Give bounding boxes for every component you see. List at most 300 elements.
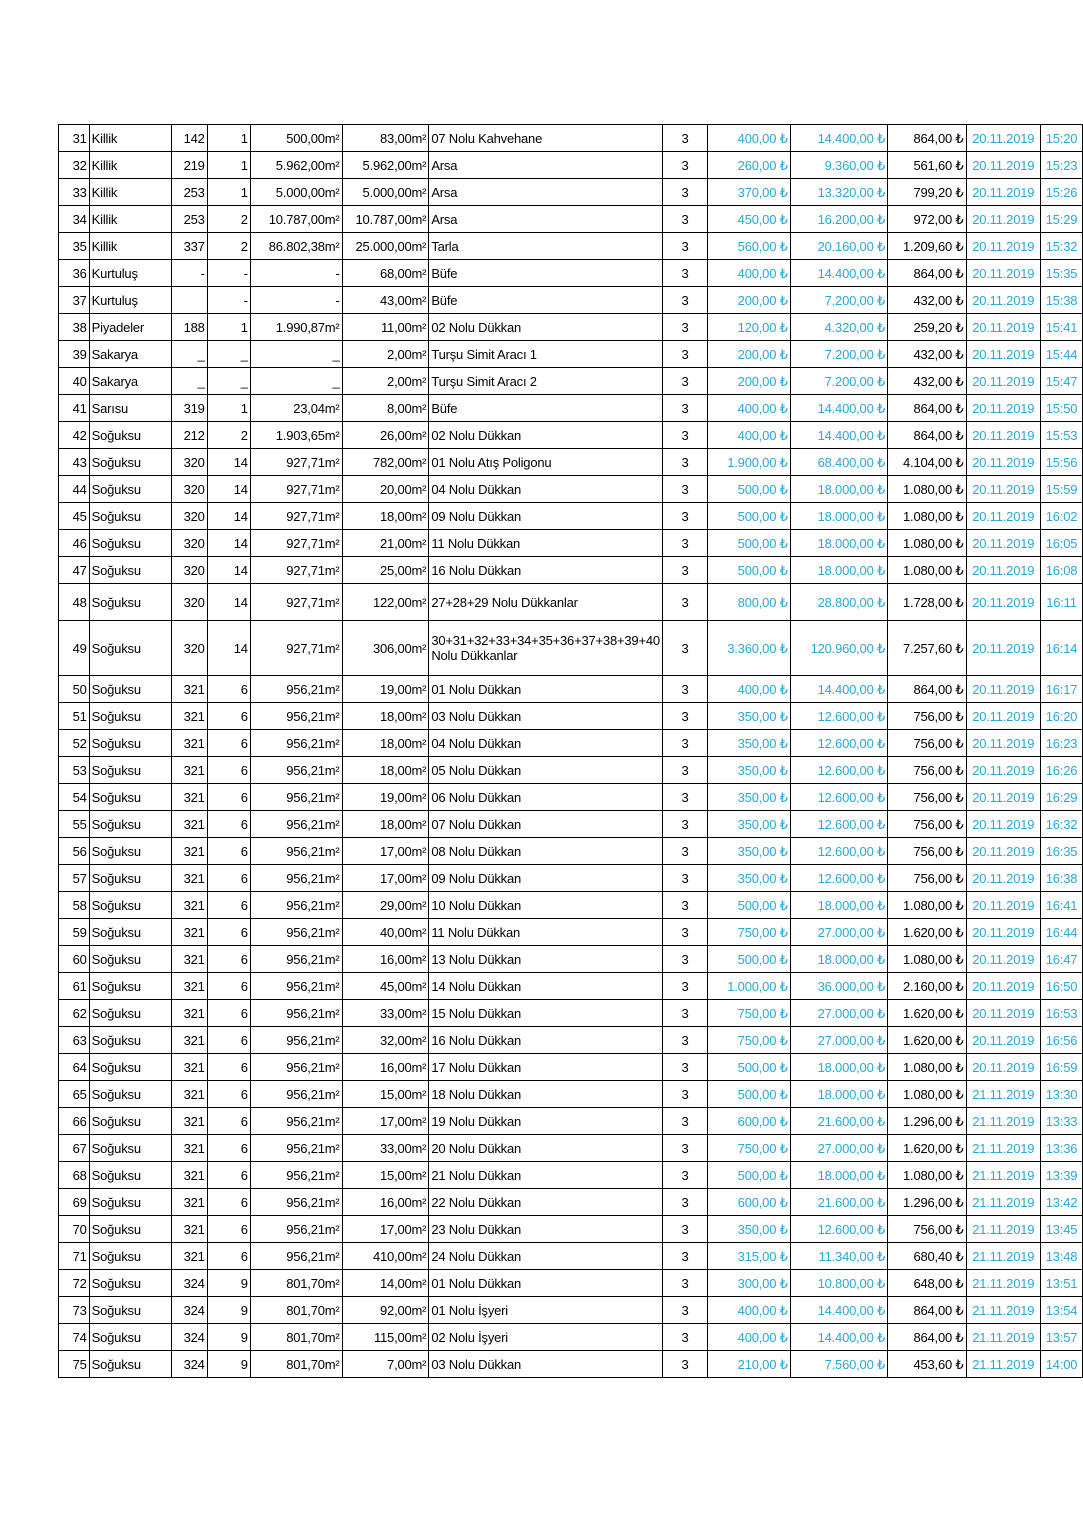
lease-years-cell: 3 <box>662 1324 707 1351</box>
block-number-cell: 320 <box>171 449 207 476</box>
deposit-cell: 1.209,60 ₺ <box>888 233 966 260</box>
block-number-cell: 321 <box>171 865 207 892</box>
parcel-number-cell: 6 <box>207 703 250 730</box>
deposit-cell: 432,00 ₺ <box>888 341 966 368</box>
auction-time-cell: 16:14 <box>1041 621 1083 676</box>
auction-time-cell: 16:23 <box>1041 730 1083 757</box>
rental-area-cell: 17,00m² <box>342 838 429 865</box>
block-number-cell: - <box>171 260 207 287</box>
row-number-cell: 55 <box>59 811 90 838</box>
row-number-cell: 36 <box>59 260 90 287</box>
total-rent-cell: 18.000,00 ₺ <box>790 1162 887 1189</box>
monthly-rent-cell: 370,00 ₺ <box>708 179 791 206</box>
monthly-rent-cell: 350,00 ₺ <box>708 1216 791 1243</box>
block-number-cell: 253 <box>171 206 207 233</box>
monthly-rent-cell: 350,00 ₺ <box>708 730 791 757</box>
deposit-cell: 1.080,00 ₺ <box>888 530 966 557</box>
rental-area-cell: 5.000,00m² <box>342 179 429 206</box>
table-row <box>59 1108 1083 1135</box>
total-rent-cell: 10.800,00 ₺ <box>790 1270 887 1297</box>
deposit-cell: 864,00 ₺ <box>888 422 966 449</box>
parcel-number-cell: 1 <box>207 152 250 179</box>
table-body <box>59 125 1083 1378</box>
row-number-cell: 33 <box>59 179 90 206</box>
parcel-number-cell: 9 <box>207 1351 250 1378</box>
parcel-area-cell: 5.000,00m² <box>250 179 342 206</box>
property-type-cell: 09 Nolu Dükkan <box>429 503 663 530</box>
total-rent-cell: 16.200,00 ₺ <box>790 206 887 233</box>
block-number-cell: 219 <box>171 152 207 179</box>
neighborhood-cell: Sakarya <box>89 341 171 368</box>
table-row <box>59 1270 1083 1297</box>
property-type-cell: 22 Nolu Dükkan <box>429 1189 663 1216</box>
block-number-cell: _ <box>171 368 207 395</box>
rental-area-cell: 18,00m² <box>342 757 429 784</box>
auction-time-cell: 15:50 <box>1041 395 1083 422</box>
table-row <box>59 422 1083 449</box>
block-number-cell: 321 <box>171 1108 207 1135</box>
total-rent-cell: 28.800,00 ₺ <box>790 584 887 621</box>
property-type-cell: Büfe <box>429 287 663 314</box>
monthly-rent-cell: 500,00 ₺ <box>708 946 791 973</box>
auction-time-cell: 15:47 <box>1041 368 1083 395</box>
lease-years-cell: 3 <box>662 621 707 676</box>
block-number-cell: 324 <box>171 1297 207 1324</box>
block-number-cell: 321 <box>171 757 207 784</box>
parcel-area-cell: 956,21m² <box>250 757 342 784</box>
auction-date-cell: 20.11.2019 <box>966 287 1041 314</box>
auction-time-cell: 15:29 <box>1041 206 1083 233</box>
lease-years-cell: 3 <box>662 1027 707 1054</box>
auction-date-cell: 20.11.2019 <box>966 1054 1041 1081</box>
total-rent-cell: 11.340,00 ₺ <box>790 1243 887 1270</box>
parcel-area-cell: _ <box>250 368 342 395</box>
parcel-area-cell: 956,21m² <box>250 1135 342 1162</box>
total-rent-cell: 12.600,00 ₺ <box>790 865 887 892</box>
property-type-cell: Arsa <box>429 179 663 206</box>
neighborhood-cell: Soğuksu <box>89 1216 171 1243</box>
rental-area-cell: 17,00m² <box>342 1216 429 1243</box>
auction-date-cell: 20.11.2019 <box>966 503 1041 530</box>
row-number-cell: 31 <box>59 125 90 152</box>
table-row <box>59 557 1083 584</box>
rental-area-cell: 122,00m² <box>342 584 429 621</box>
table-row <box>59 1243 1083 1270</box>
rental-area-cell: 19,00m² <box>342 784 429 811</box>
property-type-cell: 16 Nolu Dükkan <box>429 557 663 584</box>
rental-area-cell: 410,00m² <box>342 1243 429 1270</box>
parcel-area-cell: 956,21m² <box>250 1189 342 1216</box>
block-number-cell: 188 <box>171 314 207 341</box>
auction-date-cell: 20.11.2019 <box>966 892 1041 919</box>
block-number-cell <box>171 287 207 314</box>
monthly-rent-cell: 500,00 ₺ <box>708 892 791 919</box>
table-row <box>59 341 1083 368</box>
property-type-cell: 06 Nolu Dükkan <box>429 784 663 811</box>
parcel-number-cell: - <box>207 287 250 314</box>
parcel-area-cell: 927,71m² <box>250 557 342 584</box>
auction-time-cell: 16:05 <box>1041 530 1083 557</box>
block-number-cell: 253 <box>171 179 207 206</box>
table-row <box>59 233 1083 260</box>
row-number-cell: 56 <box>59 838 90 865</box>
monthly-rent-cell: 200,00 ₺ <box>708 368 791 395</box>
neighborhood-cell: Soğuksu <box>89 946 171 973</box>
total-rent-cell: 18.000,00 ₺ <box>790 946 887 973</box>
property-type-cell: 03 Nolu Dükkan <box>429 1351 663 1378</box>
row-number-cell: 39 <box>59 341 90 368</box>
lease-years-cell: 3 <box>662 1216 707 1243</box>
property-type-cell: 11 Nolu Dükkan <box>429 530 663 557</box>
rental-area-cell: 18,00m² <box>342 730 429 757</box>
table-row <box>59 125 1083 152</box>
parcel-number-cell: 6 <box>207 811 250 838</box>
total-rent-cell: 27.000,00 ₺ <box>790 1000 887 1027</box>
lease-years-cell: 3 <box>662 557 707 584</box>
property-type-cell: 14 Nolu Dükkan <box>429 973 663 1000</box>
auction-time-cell: 13:54 <box>1041 1297 1083 1324</box>
parcel-area-cell: 1.990,87m² <box>250 314 342 341</box>
property-type-cell: 09 Nolu Dükkan <box>429 865 663 892</box>
parcel-number-cell: 6 <box>207 892 250 919</box>
block-number-cell: 320 <box>171 503 207 530</box>
parcel-number-cell: 9 <box>207 1270 250 1297</box>
lease-years-cell: 3 <box>662 1054 707 1081</box>
total-rent-cell: 36.000,00 ₺ <box>790 973 887 1000</box>
neighborhood-cell: Sarısu <box>89 395 171 422</box>
table-row <box>59 152 1083 179</box>
row-number-cell: 51 <box>59 703 90 730</box>
auction-time-cell: 16:59 <box>1041 1054 1083 1081</box>
neighborhood-cell: Soğuksu <box>89 892 171 919</box>
block-number-cell: 320 <box>171 621 207 676</box>
monthly-rent-cell: 800,00 ₺ <box>708 584 791 621</box>
table-row <box>59 287 1083 314</box>
parcel-number-cell: 6 <box>207 946 250 973</box>
property-type-cell: 04 Nolu Dükkan <box>429 476 663 503</box>
auction-date-cell: 21.11.2019 <box>966 1297 1041 1324</box>
parcel-number-cell: 6 <box>207 784 250 811</box>
auction-date-cell: 20.11.2019 <box>966 584 1041 621</box>
parcel-area-cell: 927,71m² <box>250 621 342 676</box>
auction-date-cell: 20.11.2019 <box>966 784 1041 811</box>
deposit-cell: 1.080,00 ₺ <box>888 1081 966 1108</box>
deposit-cell: 864,00 ₺ <box>888 676 966 703</box>
row-number-cell: 37 <box>59 287 90 314</box>
table-row <box>59 811 1083 838</box>
lease-years-cell: 3 <box>662 1270 707 1297</box>
block-number-cell: 319 <box>171 395 207 422</box>
property-type-cell: 23 Nolu Dükkan <box>429 1216 663 1243</box>
parcel-area-cell: 956,21m² <box>250 973 342 1000</box>
rental-area-cell: 68,00m² <box>342 260 429 287</box>
parcel-area-cell: 1.903,65m² <box>250 422 342 449</box>
row-number-cell: 54 <box>59 784 90 811</box>
neighborhood-cell: Soğuksu <box>89 1297 171 1324</box>
parcel-area-cell: 956,21m² <box>250 865 342 892</box>
lease-years-cell: 3 <box>662 125 707 152</box>
neighborhood-cell: Kurtuluş <box>89 260 171 287</box>
lease-years-cell: 3 <box>662 946 707 973</box>
auction-time-cell: 15:20 <box>1041 125 1083 152</box>
rental-area-cell: 18,00m² <box>342 703 429 730</box>
parcel-number-cell: 14 <box>207 621 250 676</box>
parcel-number-cell: 6 <box>207 1054 250 1081</box>
lease-years-cell: 3 <box>662 892 707 919</box>
deposit-cell: 2.160,00 ₺ <box>888 973 966 1000</box>
auction-date-cell: 21.11.2019 <box>966 1270 1041 1297</box>
row-number-cell: 65 <box>59 1081 90 1108</box>
auction-date-cell: 20.11.2019 <box>966 260 1041 287</box>
total-rent-cell: 120.960,00 ₺ <box>790 621 887 676</box>
rental-area-cell: 83,00m² <box>342 125 429 152</box>
parcel-number-cell: 6 <box>207 757 250 784</box>
parcel-number-cell: 14 <box>207 584 250 621</box>
lease-years-cell: 3 <box>662 260 707 287</box>
parcel-number-cell: 14 <box>207 557 250 584</box>
table-row <box>59 865 1083 892</box>
lease-years-cell: 3 <box>662 449 707 476</box>
row-number-cell: 67 <box>59 1135 90 1162</box>
block-number-cell: 320 <box>171 584 207 621</box>
auction-date-cell: 20.11.2019 <box>966 395 1041 422</box>
auction-date-cell: 20.11.2019 <box>966 676 1041 703</box>
property-type-cell: 16 Nolu Dükkan <box>429 1027 663 1054</box>
neighborhood-cell: Soğuksu <box>89 703 171 730</box>
rental-area-cell: 7,00m² <box>342 1351 429 1378</box>
deposit-cell: 1.296,00 ₺ <box>888 1189 966 1216</box>
auction-time-cell: 16:11 <box>1041 584 1083 621</box>
auction-time-cell: 15:41 <box>1041 314 1083 341</box>
total-rent-cell: 27.000,00 ₺ <box>790 1027 887 1054</box>
table-row <box>59 314 1083 341</box>
rental-area-cell: 32,00m² <box>342 1027 429 1054</box>
monthly-rent-cell: 600,00 ₺ <box>708 1189 791 1216</box>
deposit-cell: 1.080,00 ₺ <box>888 557 966 584</box>
rental-area-cell: 5.962,00m² <box>342 152 429 179</box>
total-rent-cell: 14.400,00 ₺ <box>790 1297 887 1324</box>
auction-date-cell: 21.11.2019 <box>966 1351 1041 1378</box>
parcel-number-cell: 1 <box>207 395 250 422</box>
neighborhood-cell: Soğuksu <box>89 730 171 757</box>
parcel-number-cell: 6 <box>207 1189 250 1216</box>
parcel-area-cell: 5.962,00m² <box>250 152 342 179</box>
auction-time-cell: 13:39 <box>1041 1162 1083 1189</box>
deposit-cell: 432,00 ₺ <box>888 368 966 395</box>
property-type-cell: 19 Nolu Dükkan <box>429 1108 663 1135</box>
monthly-rent-cell: 750,00 ₺ <box>708 919 791 946</box>
neighborhood-cell: Sakarya <box>89 368 171 395</box>
auction-time-cell: 16:53 <box>1041 1000 1083 1027</box>
auction-time-cell: 13:42 <box>1041 1189 1083 1216</box>
lease-years-cell: 3 <box>662 838 707 865</box>
row-number-cell: 75 <box>59 1351 90 1378</box>
parcel-number-cell: 6 <box>207 1162 250 1189</box>
auction-date-cell: 21.11.2019 <box>966 1324 1041 1351</box>
total-rent-cell: 27.000,00 ₺ <box>790 919 887 946</box>
auction-time-cell: 13:33 <box>1041 1108 1083 1135</box>
deposit-cell: 561,60 ₺ <box>888 152 966 179</box>
auction-time-cell: 16:29 <box>1041 784 1083 811</box>
row-number-cell: 32 <box>59 152 90 179</box>
auction-time-cell: 13:30 <box>1041 1081 1083 1108</box>
lease-years-cell: 3 <box>662 206 707 233</box>
lease-years-cell: 3 <box>662 1351 707 1378</box>
block-number-cell: 324 <box>171 1270 207 1297</box>
total-rent-cell: 18.000,00 ₺ <box>790 1054 887 1081</box>
property-type-cell: 08 Nolu Dükkan <box>429 838 663 865</box>
monthly-rent-cell: 350,00 ₺ <box>708 703 791 730</box>
parcel-number-cell: 2 <box>207 233 250 260</box>
deposit-cell: 1.620,00 ₺ <box>888 1135 966 1162</box>
table-row <box>59 395 1083 422</box>
row-number-cell: 66 <box>59 1108 90 1135</box>
table-row <box>59 1324 1083 1351</box>
table-row <box>59 179 1083 206</box>
monthly-rent-cell: 210,00 ₺ <box>708 1351 791 1378</box>
deposit-cell: 756,00 ₺ <box>888 838 966 865</box>
parcel-area-cell: 927,71m² <box>250 584 342 621</box>
monthly-rent-cell: 315,00 ₺ <box>708 1243 791 1270</box>
property-type-cell: 21 Nolu Dükkan <box>429 1162 663 1189</box>
block-number-cell: 321 <box>171 730 207 757</box>
rental-area-cell: 92,00m² <box>342 1297 429 1324</box>
total-rent-cell: 18.000,00 ₺ <box>790 530 887 557</box>
auction-date-cell: 20.11.2019 <box>966 449 1041 476</box>
rental-area-cell: 25,00m² <box>342 557 429 584</box>
monthly-rent-cell: 500,00 ₺ <box>708 1054 791 1081</box>
parcel-number-cell: 6 <box>207 1135 250 1162</box>
total-rent-cell: 21.600,00 ₺ <box>790 1189 887 1216</box>
parcel-number-cell: 14 <box>207 530 250 557</box>
block-number-cell: 321 <box>171 838 207 865</box>
parcel-number-cell: 14 <box>207 449 250 476</box>
deposit-cell: 972,00 ₺ <box>888 206 966 233</box>
parcel-area-cell: 956,21m² <box>250 676 342 703</box>
total-rent-cell: 14.400,00 ₺ <box>790 395 887 422</box>
rental-area-cell: 20,00m² <box>342 476 429 503</box>
rental-area-cell: 21,00m² <box>342 530 429 557</box>
parcel-number-cell: _ <box>207 341 250 368</box>
auction-time-cell: 15:38 <box>1041 287 1083 314</box>
block-number-cell: 320 <box>171 557 207 584</box>
property-type-cell: 01 Nolu Dükkan <box>429 1270 663 1297</box>
table-row <box>59 503 1083 530</box>
monthly-rent-cell: 350,00 ₺ <box>708 838 791 865</box>
auction-time-cell: 14:00 <box>1041 1351 1083 1378</box>
auction-date-cell: 20.11.2019 <box>966 946 1041 973</box>
table-row <box>59 530 1083 557</box>
lease-years-cell: 3 <box>662 395 707 422</box>
parcel-number-cell: 6 <box>207 919 250 946</box>
deposit-cell: 756,00 ₺ <box>888 703 966 730</box>
parcel-number-cell: 6 <box>207 973 250 1000</box>
property-type-cell: Büfe <box>429 260 663 287</box>
rental-area-cell: 14,00m² <box>342 1270 429 1297</box>
neighborhood-cell: Soğuksu <box>89 1351 171 1378</box>
deposit-cell: 1.620,00 ₺ <box>888 1000 966 1027</box>
parcel-area-cell: 801,70m² <box>250 1324 342 1351</box>
neighborhood-cell: Soğuksu <box>89 1243 171 1270</box>
parcel-area-cell: 927,71m² <box>250 530 342 557</box>
block-number-cell: 321 <box>171 676 207 703</box>
table-row <box>59 919 1083 946</box>
block-number-cell: 321 <box>171 1162 207 1189</box>
parcel-number-cell: 14 <box>207 476 250 503</box>
rental-area-cell: 33,00m² <box>342 1135 429 1162</box>
auction-time-cell: 16:20 <box>1041 703 1083 730</box>
neighborhood-cell: Killik <box>89 206 171 233</box>
parcel-area-cell: 23,04m² <box>250 395 342 422</box>
property-type-cell: 17 Nolu Dükkan <box>429 1054 663 1081</box>
parcel-number-cell: 9 <box>207 1297 250 1324</box>
monthly-rent-cell: 500,00 ₺ <box>708 503 791 530</box>
monthly-rent-cell: 400,00 ₺ <box>708 260 791 287</box>
block-number-cell: 321 <box>171 1000 207 1027</box>
row-number-cell: 47 <box>59 557 90 584</box>
monthly-rent-cell: 400,00 ₺ <box>708 395 791 422</box>
table-row <box>59 676 1083 703</box>
monthly-rent-cell: 400,00 ₺ <box>708 422 791 449</box>
deposit-cell: 864,00 ₺ <box>888 1297 966 1324</box>
auction-date-cell: 20.11.2019 <box>966 179 1041 206</box>
row-number-cell: 43 <box>59 449 90 476</box>
auction-date-cell: 20.11.2019 <box>966 730 1041 757</box>
lease-years-cell: 3 <box>662 233 707 260</box>
row-number-cell: 62 <box>59 1000 90 1027</box>
deposit-cell: 648,00 ₺ <box>888 1270 966 1297</box>
total-rent-cell: 7.200,00 ₺ <box>790 368 887 395</box>
row-number-cell: 50 <box>59 676 90 703</box>
rental-area-cell: 11,00m² <box>342 314 429 341</box>
auction-date-cell: 20.11.2019 <box>966 125 1041 152</box>
deposit-cell: 756,00 ₺ <box>888 757 966 784</box>
parcel-area-cell: 927,71m² <box>250 503 342 530</box>
block-number-cell: 321 <box>171 784 207 811</box>
lease-years-cell: 3 <box>662 422 707 449</box>
table-row <box>59 206 1083 233</box>
property-type-cell: Turşu Simit Aracı 1 <box>429 341 663 368</box>
auction-date-cell: 20.11.2019 <box>966 557 1041 584</box>
parcel-area-cell: 956,21m² <box>250 838 342 865</box>
total-rent-cell: 14.400,00 ₺ <box>790 676 887 703</box>
block-number-cell: 321 <box>171 1135 207 1162</box>
auction-time-cell: 13:36 <box>1041 1135 1083 1162</box>
neighborhood-cell: Soğuksu <box>89 1054 171 1081</box>
total-rent-cell: 18.000,00 ₺ <box>790 557 887 584</box>
monthly-rent-cell: 200,00 ₺ <box>708 287 791 314</box>
parcel-area-cell: 956,21m² <box>250 1243 342 1270</box>
total-rent-cell: 27.000,00 ₺ <box>790 1135 887 1162</box>
deposit-cell: 1.080,00 ₺ <box>888 476 966 503</box>
auction-date-cell: 20.11.2019 <box>966 341 1041 368</box>
deposit-cell: 756,00 ₺ <box>888 784 966 811</box>
total-rent-cell: 12.600,00 ₺ <box>790 811 887 838</box>
block-number-cell: 321 <box>171 703 207 730</box>
auction-time-cell: 16:17 <box>1041 676 1083 703</box>
property-type-cell: 13 Nolu Dükkan <box>429 946 663 973</box>
auction-time-cell: 15:56 <box>1041 449 1083 476</box>
monthly-rent-cell: 3.360,00 ₺ <box>708 621 791 676</box>
table-row <box>59 1054 1083 1081</box>
parcel-area-cell: 801,70m² <box>250 1351 342 1378</box>
auction-date-cell: 20.11.2019 <box>966 703 1041 730</box>
monthly-rent-cell: 500,00 ₺ <box>708 557 791 584</box>
deposit-cell: 864,00 ₺ <box>888 395 966 422</box>
parcel-number-cell: 6 <box>207 1216 250 1243</box>
auction-time-cell: 15:44 <box>1041 341 1083 368</box>
table-row <box>59 973 1083 1000</box>
